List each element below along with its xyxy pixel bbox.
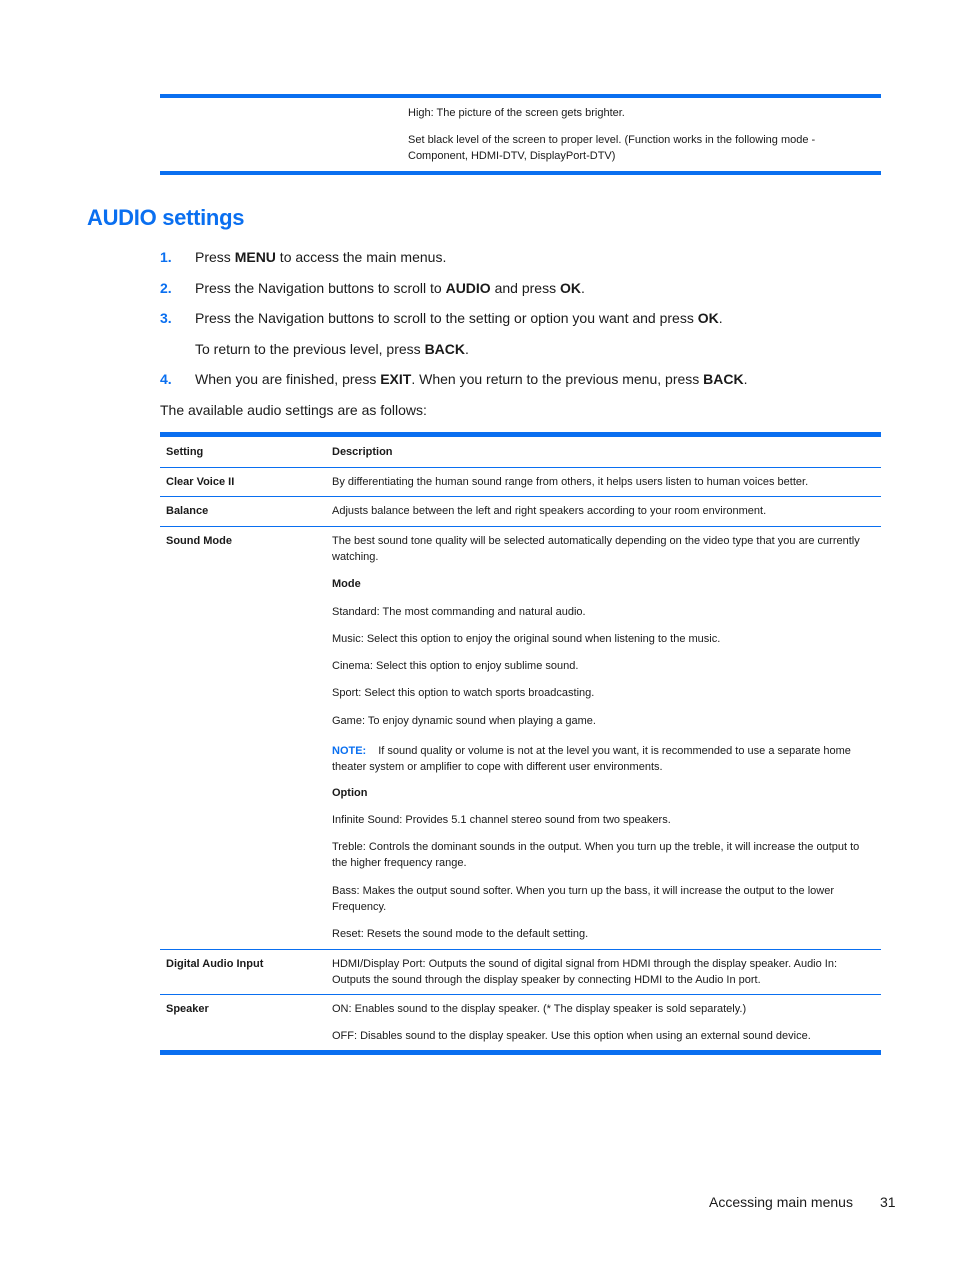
setting-clear-voice: Clear Voice II <box>166 476 235 488</box>
note <box>332 743 867 775</box>
row-divider <box>160 994 881 995</box>
top-table-rule-top <box>160 94 881 98</box>
header-divider <box>160 467 881 468</box>
high-description: High: The picture of the screen gets brighter. <box>408 107 625 119</box>
setting-balance: Balance <box>166 505 209 517</box>
row-divider <box>160 526 881 527</box>
step-text: When you are finished, press EXIT. When you return to the previous menu, press BACK. <box>195 371 748 387</box>
table-rule-bottom <box>160 1050 881 1055</box>
black-level-description: Set black level of the screen to proper level. (Function works in the following mode - Component, HDMI-DTV, DisplayPort-DTV) <box>408 134 816 162</box>
desc-speaker-off: OFF: Disables sound to the display speaker. Use this option when using an external sound device. <box>332 1030 811 1042</box>
mode-standard: Standard: The most commanding and natural audio. <box>332 606 586 618</box>
note-text: If sound quality or volume is not at the level you want, it is recommended to use a separate home theater system or amplifier to cope with different user environments. <box>332 745 851 773</box>
desc-digital-audio-input: HDMI/Display Port: Outputs the sound of digital signal from HDMI through the display speaker. Audio In: Outputs the sound through the display speaker by connecting HDMI to the Audio In port. <box>332 958 838 986</box>
mode-cinema: Cinema: Select this option to enjoy sublime sound. <box>332 660 579 672</box>
step-3-subtext: To return to the previous level, press BACK. <box>195 341 469 357</box>
option-reset: Reset: Resets the sound mode to the default setting. <box>332 928 589 940</box>
setting-speaker: Speaker <box>166 1003 209 1015</box>
option-bass: Bass: Makes the output sound softer. When you turn up the bass, it will increase the output to the lower Frequency. <box>332 885 835 913</box>
step-text: Press the Navigation buttons to scroll to AUDIO and press OK. <box>195 280 585 296</box>
mode-game: Game: To enjoy dynamic sound when playing a game. <box>332 715 596 727</box>
top-table-rule-bottom <box>160 171 881 175</box>
option-heading: Option <box>332 787 368 799</box>
step-number: 1. <box>160 249 172 265</box>
desc-clear-voice: By differentiating the human sound range from others, it helps users listen to human voices better. <box>332 476 809 488</box>
mode-sport: Sport: Select this option to watch sports broadcasting. <box>332 687 595 699</box>
section-title: AUDIO settings <box>87 205 245 230</box>
table-rule-top <box>160 432 881 437</box>
header-description: Description <box>332 446 393 458</box>
option-infinite-sound: Infinite Sound: Provides 5.1 channel stereo sound from two speakers. <box>332 814 671 826</box>
step-number: 2. <box>160 280 172 296</box>
row-divider <box>160 949 881 950</box>
option-treble: Treble: Controls the dominant sounds in the output. When you turn up the treble, it will increase the output to the higher frequency range. <box>332 841 860 869</box>
step-number: 3. <box>160 310 172 326</box>
step-text: Press MENU to access the main menus. <box>195 249 447 265</box>
step-number: 4. <box>160 371 172 387</box>
note-label: NOTE: <box>332 745 367 757</box>
desc-sound-mode-intro: The best sound tone quality will be selected automatically depending on the video type that you are currently watching. <box>332 535 860 563</box>
footer-section-name: Accessing main menus <box>709 1194 853 1210</box>
row-divider <box>160 496 881 497</box>
mode-music: Music: Select this option to enjoy the original sound when listening to the music. <box>332 633 721 645</box>
desc-balance: Adjusts balance between the left and right speakers according to your room environment. <box>332 505 767 517</box>
mode-heading: Mode <box>332 578 361 590</box>
page-number: 31 <box>880 1194 896 1210</box>
setting-sound-mode: Sound Mode <box>166 535 232 547</box>
setting-digital-audio-input: Digital Audio Input <box>166 958 264 970</box>
header-setting: Setting <box>166 446 204 458</box>
intro-text: The available audio settings are as follows: <box>160 402 427 418</box>
desc-speaker-on: ON: Enables sound to the display speaker. (* The display speaker is sold separately.) <box>332 1003 747 1015</box>
step-text: Press the Navigation buttons to scroll to the setting or option you want and press OK. <box>195 310 723 326</box>
